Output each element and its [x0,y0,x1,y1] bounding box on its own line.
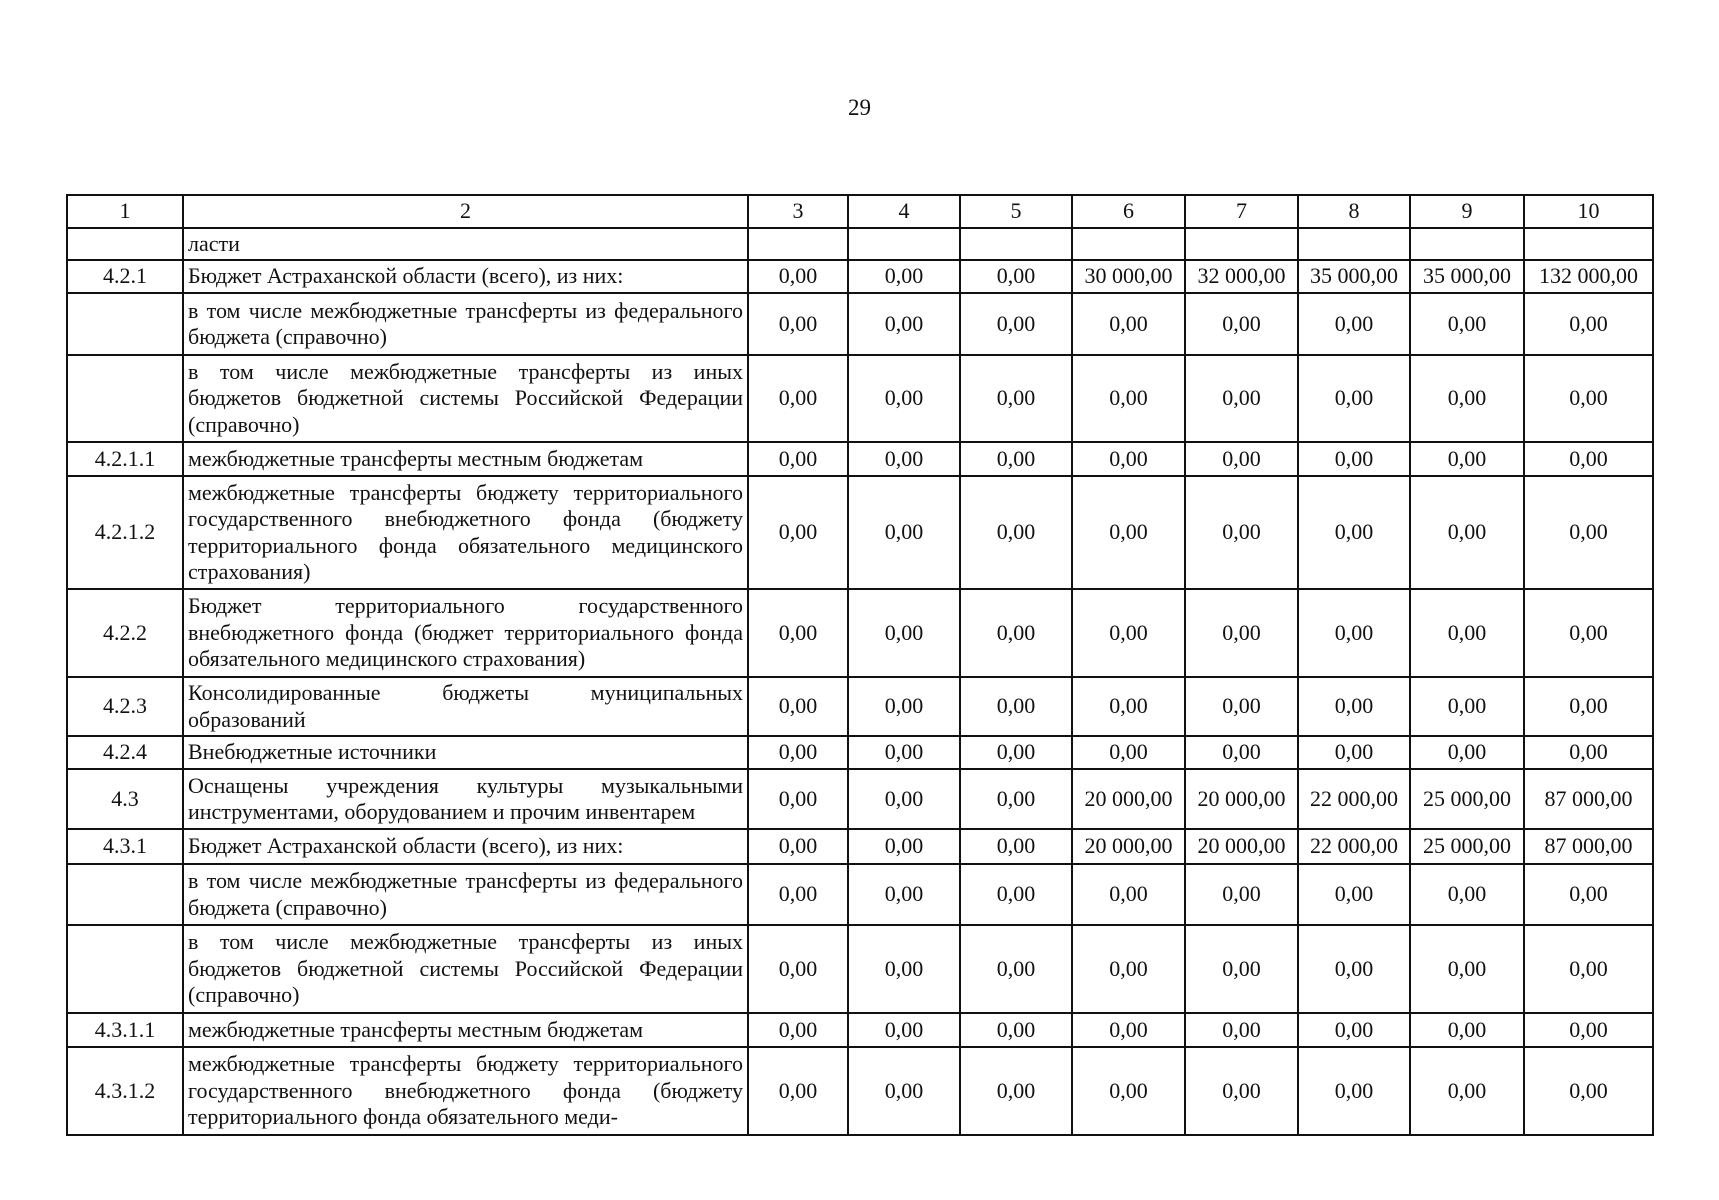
row-name: в том числе межбюджетные трансферты из иных бюджетов бюджетной системы Российской Федерации (справочно) [183,925,748,1013]
column-header: 4 [848,195,960,228]
value-cell [1185,228,1298,260]
row-code [67,228,183,260]
value-cell: 0,00 [1072,1013,1185,1047]
value-cell: 0,00 [1298,476,1410,589]
row-code: 4.3.1.1 [67,1013,183,1047]
value-cell: 0,00 [960,442,1072,476]
value-cell: 0,00 [748,476,848,589]
value-cell: 87 000,00 [1524,829,1653,864]
row-code [67,864,183,925]
value-cell: 0,00 [848,864,960,925]
row-code [67,925,183,1013]
value-cell [960,228,1072,260]
value-cell: 0,00 [848,476,960,589]
row-name: Внебюджетные источники [183,736,748,769]
value-cell: 0,00 [748,1013,848,1047]
value-cell: 0,00 [1410,677,1524,736]
value-cell: 0,00 [1072,677,1185,736]
value-cell: 0,00 [748,260,848,293]
value-cell [1298,228,1410,260]
value-cell: 0,00 [1524,736,1653,769]
value-cell: 30 000,00 [1072,260,1185,293]
table-row [67,589,1653,677]
row-code: 4.2.4 [67,736,183,769]
value-cell: 0,00 [848,260,960,293]
row-name: в том числе межбюджетные трансферты из федерального бюджета (справочно) [183,293,748,355]
value-cell: 0,00 [1298,925,1410,1013]
value-cell: 0,00 [848,1047,960,1135]
value-cell: 0,00 [1072,476,1185,589]
column-number-row [67,195,1653,228]
value-cell: 0,00 [1185,1013,1298,1047]
value-cell: 0,00 [848,589,960,677]
table-row [67,829,1653,864]
value-cell: 0,00 [1072,355,1185,442]
value-cell: 20 000,00 [1185,829,1298,864]
value-cell: 0,00 [748,589,848,677]
value-cell: 0,00 [1298,589,1410,677]
table-row [67,293,1653,355]
value-cell: 0,00 [1185,677,1298,736]
value-cell: 0,00 [960,829,1072,864]
row-code: 4.3 [67,769,183,829]
value-cell: 0,00 [1185,293,1298,355]
row-code [67,293,183,355]
value-cell: 0,00 [1410,736,1524,769]
value-cell: 25 000,00 [1410,829,1524,864]
value-cell: 0,00 [1185,476,1298,589]
budget-table [66,194,1654,1136]
value-cell: 0,00 [1524,355,1653,442]
value-cell: 0,00 [848,925,960,1013]
column-header: 2 [183,195,748,228]
value-cell: 0,00 [1410,355,1524,442]
value-cell: 0,00 [1524,925,1653,1013]
value-cell: 0,00 [1298,293,1410,355]
value-cell: 0,00 [848,442,960,476]
value-cell: 0,00 [748,829,848,864]
value-cell: 0,00 [1410,589,1524,677]
value-cell: 0,00 [1298,864,1410,925]
value-cell [1524,228,1653,260]
value-cell: 0,00 [1298,736,1410,769]
value-cell: 25 000,00 [1410,769,1524,829]
value-cell: 20 000,00 [1185,769,1298,829]
value-cell [1410,228,1524,260]
value-cell: 0,00 [748,442,848,476]
value-cell: 0,00 [848,293,960,355]
value-cell: 0,00 [1185,355,1298,442]
value-cell: 0,00 [1298,355,1410,442]
row-name: Бюджет Астраханской области (всего), из них: [183,829,748,864]
value-cell: 0,00 [748,925,848,1013]
value-cell: 0,00 [1298,442,1410,476]
value-cell: 0,00 [960,1047,1072,1135]
column-header: 10 [1524,195,1653,228]
value-cell: 0,00 [1185,1047,1298,1135]
row-name: Бюджет Астраханской области (всего), из них: [183,260,748,293]
row-name: межбюджетные трансферты местным бюджетам [183,442,748,476]
value-cell: 0,00 [848,355,960,442]
value-cell: 0,00 [1072,864,1185,925]
value-cell: 22 000,00 [1298,829,1410,864]
value-cell: 0,00 [1410,1047,1524,1135]
value-cell: 0,00 [960,1013,1072,1047]
value-cell: 0,00 [748,736,848,769]
table-row [67,228,1653,260]
value-cell: 0,00 [960,864,1072,925]
row-name: в том числе межбюджетные трансферты из иных бюджетов бюджетной системы Российской Федерации (справочно) [183,355,748,442]
value-cell: 35 000,00 [1298,260,1410,293]
value-cell: 0,00 [848,736,960,769]
value-cell: 0,00 [1524,476,1653,589]
value-cell: 0,00 [1524,293,1653,355]
value-cell: 0,00 [1410,476,1524,589]
value-cell: 0,00 [1072,589,1185,677]
value-cell: 0,00 [1410,293,1524,355]
value-cell: 0,00 [1524,442,1653,476]
table-row [67,476,1653,589]
table-header [67,195,1653,228]
value-cell: 0,00 [1410,442,1524,476]
value-cell: 0,00 [1524,589,1653,677]
value-cell: 0,00 [1072,293,1185,355]
value-cell: 0,00 [1524,1047,1653,1135]
value-cell: 22 000,00 [1298,769,1410,829]
row-name: межбюджетные трансферты местным бюджетам [183,1013,748,1047]
row-name: в том числе межбюджетные трансферты из федерального бюджета (справочно) [183,864,748,925]
value-cell: 0,00 [748,355,848,442]
value-cell: 0,00 [1185,925,1298,1013]
value-cell: 0,00 [748,769,848,829]
row-code: 4.2.1 [67,260,183,293]
value-cell: 20 000,00 [1072,769,1185,829]
value-cell: 0,00 [1410,864,1524,925]
value-cell: 0,00 [960,476,1072,589]
value-cell: 0,00 [748,677,848,736]
column-header: 8 [1298,195,1410,228]
value-cell: 0,00 [748,864,848,925]
value-cell: 0,00 [960,677,1072,736]
value-cell: 0,00 [1410,1013,1524,1047]
value-cell: 0,00 [1298,677,1410,736]
row-code: 4.2.1.2 [67,476,183,589]
value-cell: 0,00 [1524,677,1653,736]
table-row [67,677,1653,736]
value-cell: 0,00 [960,260,1072,293]
value-cell: 0,00 [848,769,960,829]
row-name: межбюджетные трансферты бюджету территориального государственного внебюджетного фонда (бюджету территориального фонда обязательного медицинского страхования) [183,476,748,589]
row-name: Бюджет территориального государственного внебюджетного фонда (бюджет территориального фонда обязательного медицинского страхования) [183,589,748,677]
table-row [67,1013,1653,1047]
table-row [67,864,1653,925]
value-cell: 0,00 [1185,442,1298,476]
value-cell: 0,00 [848,1013,960,1047]
table-row [67,260,1653,293]
value-cell: 0,00 [1524,864,1653,925]
value-cell: 0,00 [1524,1013,1653,1047]
table-row [67,442,1653,476]
value-cell: 0,00 [1072,1047,1185,1135]
value-cell: 0,00 [1072,442,1185,476]
row-code [67,355,183,442]
value-cell: 0,00 [1072,736,1185,769]
table-body [67,228,1653,1135]
value-cell: 35 000,00 [1410,260,1524,293]
table-row [67,1047,1653,1135]
value-cell: 0,00 [960,769,1072,829]
value-cell: 0,00 [1072,925,1185,1013]
value-cell: 0,00 [960,293,1072,355]
row-code: 4.3.1 [67,829,183,864]
value-cell: 0,00 [960,355,1072,442]
column-header: 5 [960,195,1072,228]
row-code: 4.2.1.1 [67,442,183,476]
value-cell: 0,00 [1298,1013,1410,1047]
value-cell [848,228,960,260]
value-cell: 32 000,00 [1185,260,1298,293]
value-cell: 0,00 [1185,864,1298,925]
row-code: 4.2.3 [67,677,183,736]
row-name: ласти [183,228,748,260]
value-cell [1072,228,1185,260]
column-header: 3 [748,195,848,228]
value-cell: 87 000,00 [1524,769,1653,829]
column-header: 9 [1410,195,1524,228]
table-row [67,355,1653,442]
value-cell: 0,00 [848,829,960,864]
value-cell: 0,00 [1410,925,1524,1013]
value-cell [748,228,848,260]
value-cell: 0,00 [960,736,1072,769]
table-row [67,925,1653,1013]
value-cell: 0,00 [748,1047,848,1135]
row-name: Консолидированные бюджеты муниципальных образований [183,677,748,736]
value-cell: 0,00 [960,589,1072,677]
row-code: 4.3.1.2 [67,1047,183,1135]
column-header: 1 [67,195,183,228]
value-cell: 0,00 [748,293,848,355]
value-cell: 0,00 [1185,589,1298,677]
table-row [67,769,1653,829]
value-cell: 0,00 [1185,736,1298,769]
value-cell: 20 000,00 [1072,829,1185,864]
row-code: 4.2.2 [67,589,183,677]
row-name: межбюджетные трансферты бюджету территориального государственного внебюджетного фонда (бюджету территориального фонда обязательного меди- [183,1047,748,1135]
page-number: 29 [848,95,871,120]
value-cell: 132 000,00 [1524,260,1653,293]
value-cell: 0,00 [1298,1047,1410,1135]
value-cell: 0,00 [960,925,1072,1013]
value-cell: 0,00 [848,677,960,736]
row-name: Оснащены учреждения культуры музыкальными инструментами, оборудованием и прочим инвентарем [183,769,748,829]
column-header: 6 [1072,195,1185,228]
table-row [67,736,1653,769]
column-header: 7 [1185,195,1298,228]
